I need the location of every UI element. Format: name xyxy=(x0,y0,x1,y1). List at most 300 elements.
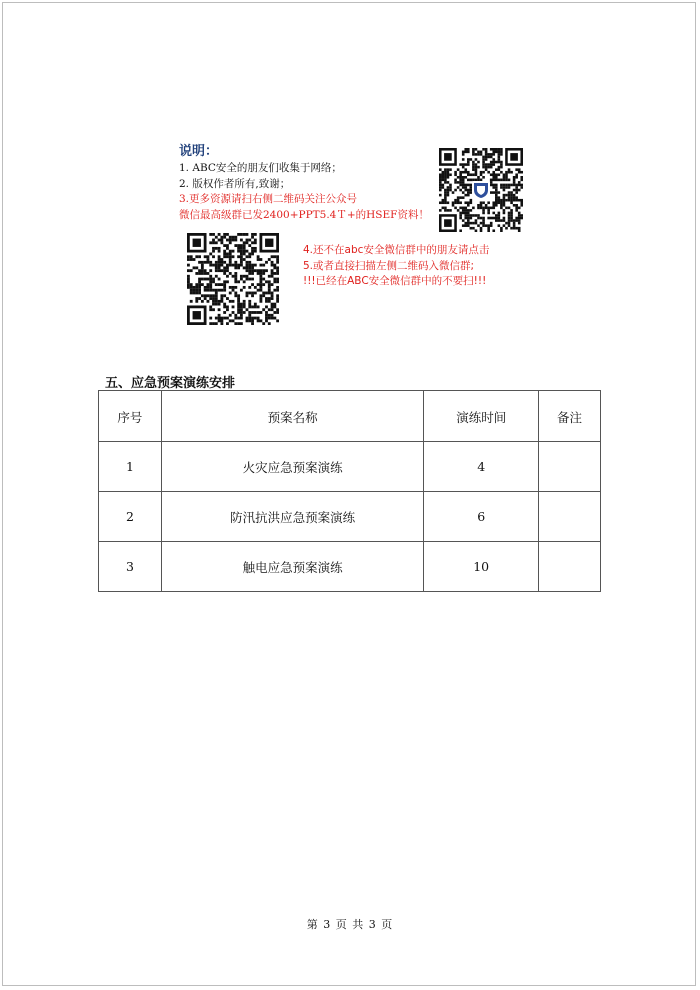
qr-module xyxy=(500,171,503,174)
qr-module xyxy=(518,168,521,171)
qr-module xyxy=(215,322,218,325)
qr-module xyxy=(472,161,475,164)
qr-module xyxy=(485,163,488,166)
qr-module xyxy=(218,308,221,311)
qr-module xyxy=(487,153,490,156)
qr-module xyxy=(234,286,237,289)
qr-module xyxy=(513,199,516,202)
cell-plan-name: 防汛抗洪应急预案演练 xyxy=(161,492,423,542)
qr-module xyxy=(259,286,262,289)
qr-module xyxy=(220,236,223,239)
qr-module xyxy=(271,314,274,317)
qr-module xyxy=(218,314,221,317)
qr-module xyxy=(212,322,215,325)
qr-module xyxy=(259,280,262,283)
qr-module xyxy=(257,289,260,292)
qr-finder-center xyxy=(510,153,518,161)
qr-module xyxy=(248,278,251,281)
qr-module xyxy=(223,280,226,283)
qr-module xyxy=(240,261,243,264)
qr-module xyxy=(207,300,210,303)
qr-module xyxy=(500,219,503,222)
qr-module xyxy=(246,275,249,278)
qr-module xyxy=(470,191,473,194)
qr-module xyxy=(207,278,210,281)
qr-module xyxy=(237,297,240,300)
qr-module xyxy=(482,158,485,161)
qr-module xyxy=(212,294,215,297)
qr-module xyxy=(439,184,442,187)
qr-module xyxy=(271,292,274,295)
qr-module xyxy=(513,181,516,184)
qr-module xyxy=(503,199,506,202)
qr-module xyxy=(492,161,495,164)
qr-module xyxy=(498,168,501,171)
qr-module xyxy=(505,207,508,210)
qr-module xyxy=(467,219,470,222)
qr-module xyxy=(248,239,251,242)
qr-module xyxy=(257,269,260,272)
qr-module xyxy=(212,264,215,267)
qr-module xyxy=(462,186,465,189)
qr-module xyxy=(482,163,485,166)
qr-module xyxy=(485,204,488,207)
qr-module xyxy=(454,179,457,182)
qr-module xyxy=(444,196,447,199)
qr-module xyxy=(472,153,475,156)
qr-module xyxy=(223,244,226,247)
qr-module xyxy=(459,217,462,220)
qr-module xyxy=(475,179,478,182)
qr-module xyxy=(485,151,488,154)
qr-module xyxy=(240,311,243,314)
qr-module xyxy=(467,184,470,187)
qr-module xyxy=(190,255,193,258)
qr-module xyxy=(240,278,243,281)
qr-module xyxy=(452,204,455,207)
qr-module xyxy=(251,236,254,239)
table-row xyxy=(99,542,601,592)
qr-module xyxy=(229,236,232,239)
qr-module xyxy=(515,186,518,189)
qr-module xyxy=(490,184,493,187)
qr-module xyxy=(480,153,483,156)
qr-module xyxy=(442,176,445,179)
qr-module xyxy=(201,300,204,303)
wechat-group-qr[interactable] xyxy=(187,233,279,325)
qr-module xyxy=(223,305,226,308)
qr-module xyxy=(462,163,465,166)
qr-module xyxy=(226,244,229,247)
qr-module xyxy=(207,286,210,289)
qr-module xyxy=(273,266,276,269)
qr-module xyxy=(248,319,251,322)
qr-module xyxy=(218,255,221,258)
qr-module xyxy=(232,311,235,314)
qr-module xyxy=(439,189,442,192)
qr-module xyxy=(454,199,457,202)
qr-module xyxy=(492,229,495,232)
qr-module xyxy=(226,253,229,256)
qr-module xyxy=(276,294,279,297)
qr-module xyxy=(232,305,235,308)
qr-module xyxy=(508,168,511,171)
qr-module xyxy=(505,199,508,202)
qr-module xyxy=(508,186,511,189)
qr-module xyxy=(444,191,447,194)
qr-module xyxy=(226,280,229,283)
qr-module xyxy=(500,201,503,204)
header-index: 序号 xyxy=(99,391,162,442)
qr-module xyxy=(207,289,210,292)
qr-module xyxy=(248,269,251,272)
qr-module xyxy=(223,303,226,306)
qr-module xyxy=(223,236,226,239)
qr-module xyxy=(472,148,475,151)
qr-module xyxy=(209,261,212,264)
qr-module xyxy=(462,184,465,187)
qr-module xyxy=(498,199,501,202)
qr-module xyxy=(209,289,212,292)
qr-module xyxy=(518,212,521,215)
qr-module xyxy=(495,168,498,171)
qr-module xyxy=(218,239,221,242)
qr-module xyxy=(505,179,508,182)
qr-module xyxy=(226,275,229,278)
qr-module xyxy=(459,201,462,204)
qr-module xyxy=(246,255,249,258)
qr-module xyxy=(503,219,506,222)
qr-module xyxy=(268,322,271,325)
qr-module xyxy=(187,258,190,261)
qr-module xyxy=(237,317,240,320)
qr-module xyxy=(492,184,495,187)
qr-module xyxy=(276,311,279,314)
qr-module xyxy=(480,179,483,182)
qr-finder-center xyxy=(193,311,201,319)
qr-module xyxy=(257,283,260,286)
qr-module xyxy=(195,272,198,275)
qr-module xyxy=(520,201,523,204)
qr-module xyxy=(240,317,243,320)
qr-module xyxy=(498,196,501,199)
qr-module xyxy=(518,214,521,217)
qr-module xyxy=(470,186,473,189)
qr-module xyxy=(470,184,473,187)
qr-module xyxy=(201,264,204,267)
qr-module xyxy=(193,292,196,295)
qr-module xyxy=(234,239,237,242)
qr-module xyxy=(520,171,523,174)
qr-module xyxy=(503,217,506,220)
qr-module xyxy=(464,189,467,192)
qr-module xyxy=(246,266,249,269)
qr-module xyxy=(510,217,513,220)
qr-module xyxy=(492,191,495,194)
qr-module xyxy=(510,196,513,199)
qr-module xyxy=(218,264,221,267)
qr-module xyxy=(265,314,268,317)
qr-module xyxy=(492,179,495,182)
table-header-row xyxy=(99,391,601,442)
qr-module xyxy=(229,264,232,267)
qr-module xyxy=(480,151,483,154)
qr-module xyxy=(273,255,276,258)
qr-module xyxy=(442,201,445,204)
qr-module xyxy=(243,250,246,253)
qr-module xyxy=(223,250,226,253)
qr-module xyxy=(462,207,465,210)
qr-module xyxy=(232,286,235,289)
qr-module xyxy=(439,168,442,171)
qr-module xyxy=(495,179,498,182)
qr-module xyxy=(193,266,196,269)
table-row xyxy=(99,492,601,542)
qr-module xyxy=(503,224,506,227)
qr-module xyxy=(212,303,215,306)
qr-module xyxy=(480,229,483,232)
qr-module xyxy=(495,219,498,222)
qr-module xyxy=(209,283,212,286)
qr-module xyxy=(492,163,495,166)
qr-module xyxy=(444,173,447,176)
qr-module xyxy=(505,227,508,230)
drill-schedule-table xyxy=(98,390,601,592)
qr-module xyxy=(447,181,450,184)
qr-module xyxy=(498,217,501,220)
qr-module xyxy=(475,153,478,156)
qr-module xyxy=(246,269,249,272)
qr-module xyxy=(209,286,212,289)
qr-module xyxy=(229,239,232,242)
cell-plan-name: 触电应急预案演练 xyxy=(161,542,423,592)
cell-index: 2 xyxy=(99,492,162,542)
qr-module xyxy=(520,176,523,179)
qr-module xyxy=(513,194,516,197)
qr-module xyxy=(480,171,483,174)
qr-module xyxy=(508,196,511,199)
qr-module xyxy=(212,250,215,253)
qr-module xyxy=(251,319,254,322)
qr-module xyxy=(459,176,462,179)
qr-module xyxy=(492,207,495,210)
qr-module xyxy=(220,297,223,300)
qr-module xyxy=(223,253,226,256)
qr-module xyxy=(207,261,210,264)
qr-module xyxy=(503,209,506,212)
qr-module xyxy=(226,317,229,320)
qr-module xyxy=(459,181,462,184)
qr-module xyxy=(515,227,518,230)
notes-right-block xyxy=(303,243,563,290)
qr-module xyxy=(273,317,276,320)
qr-module xyxy=(209,264,212,267)
qr-module xyxy=(223,317,226,320)
qr-module xyxy=(240,239,243,242)
qr-module xyxy=(475,219,478,222)
qr-module xyxy=(276,269,279,272)
qr-module xyxy=(215,266,218,269)
qr-module xyxy=(513,176,516,179)
qr-module xyxy=(508,191,511,194)
qr-module xyxy=(262,322,265,325)
qr-module xyxy=(472,168,475,171)
qr-module xyxy=(459,207,462,210)
cell-remarks xyxy=(539,492,601,542)
qr-module xyxy=(257,258,260,261)
qr-module xyxy=(459,179,462,182)
qr-module xyxy=(259,297,262,300)
qr-module xyxy=(243,303,246,306)
qr-module xyxy=(444,168,447,171)
official-account-qr[interactable] xyxy=(439,148,523,232)
qr-module xyxy=(218,289,221,292)
section-title: 五、应急预案演练安排 xyxy=(105,376,236,391)
qr-module xyxy=(492,217,495,220)
qr-module xyxy=(492,151,495,154)
qr-module xyxy=(201,266,204,269)
qr-module xyxy=(220,317,223,320)
qr-module xyxy=(482,219,485,222)
qr-module xyxy=(472,179,475,182)
qr-module xyxy=(212,233,215,236)
qr-module xyxy=(498,158,501,161)
qr-module xyxy=(232,255,235,258)
qr-module xyxy=(257,317,260,320)
qr-module xyxy=(273,280,276,283)
qr-module xyxy=(467,201,470,204)
qr-module xyxy=(467,224,470,227)
qr-module xyxy=(470,222,473,225)
qr-module xyxy=(439,173,442,176)
qr-module xyxy=(510,219,513,222)
qr-module xyxy=(475,158,478,161)
qr-module xyxy=(487,207,490,210)
qr-module xyxy=(462,166,465,169)
qr-module xyxy=(215,283,218,286)
qr-module xyxy=(503,212,506,215)
qr-module xyxy=(243,280,246,283)
qr-module xyxy=(482,148,485,151)
qr-module xyxy=(237,244,240,247)
qr-module xyxy=(212,241,215,244)
qr-module xyxy=(265,269,268,272)
qr-module xyxy=(495,194,498,197)
qr-module xyxy=(464,217,467,220)
qr-module xyxy=(444,194,447,197)
qr-module xyxy=(515,176,518,179)
qr-module xyxy=(271,275,274,278)
qr-module xyxy=(232,239,235,242)
qr-module xyxy=(467,214,470,217)
qr-module xyxy=(190,300,193,303)
qr-module xyxy=(220,294,223,297)
qr-module xyxy=(470,214,473,217)
qr-module xyxy=(237,264,240,267)
note-line-2: 2. 版权作者所有,致谢； xyxy=(179,177,291,190)
qr-module xyxy=(271,317,274,320)
qr-module xyxy=(265,317,268,320)
qr-module xyxy=(487,224,490,227)
qr-module xyxy=(234,272,237,275)
qr-module xyxy=(204,261,207,264)
qr-module xyxy=(251,294,254,297)
qr-module xyxy=(218,247,221,250)
qr-module xyxy=(467,189,470,192)
qr-module xyxy=(240,253,243,256)
qr-module xyxy=(508,184,511,187)
qr-module xyxy=(482,201,485,204)
qr-module xyxy=(234,244,237,247)
qr-module xyxy=(477,161,480,164)
qr-module xyxy=(498,224,501,227)
qr-module xyxy=(209,297,212,300)
qr-module xyxy=(271,294,274,297)
qr-module xyxy=(220,241,223,244)
qr-module xyxy=(276,258,279,261)
qr-module xyxy=(439,176,442,179)
qr-module xyxy=(251,305,254,308)
qr-module xyxy=(518,222,521,225)
qr-module xyxy=(485,166,488,169)
qr-module xyxy=(490,207,493,210)
qr-module xyxy=(515,207,518,210)
qr-module xyxy=(212,255,215,258)
qr-module xyxy=(457,196,460,199)
qr-module xyxy=(447,186,450,189)
qr-module xyxy=(271,272,274,275)
qr-module xyxy=(495,176,498,179)
qr-module xyxy=(246,278,249,281)
qr-module xyxy=(232,236,235,239)
qr-module xyxy=(246,264,249,267)
qr-module xyxy=(198,289,201,292)
qr-module xyxy=(212,280,215,283)
qr-module xyxy=(223,289,226,292)
qr-module xyxy=(505,173,508,176)
qr-module xyxy=(259,278,262,281)
qr-module xyxy=(492,201,495,204)
qr-module xyxy=(240,308,243,311)
qr-module xyxy=(195,286,198,289)
qr-finder-center xyxy=(193,239,201,247)
qr-module xyxy=(259,319,262,322)
qr-module xyxy=(475,171,478,174)
qr-module xyxy=(220,261,223,264)
qr-module xyxy=(237,233,240,236)
qr-module xyxy=(513,189,516,192)
qr-module xyxy=(237,305,240,308)
qr-module xyxy=(271,305,274,308)
qr-module xyxy=(232,300,235,303)
cell-drill-time: 10 xyxy=(424,542,539,592)
qr-module xyxy=(212,278,215,281)
qr-module xyxy=(462,219,465,222)
qr-module xyxy=(226,322,229,325)
qr-module xyxy=(487,201,490,204)
qr-module xyxy=(490,173,493,176)
qr-module xyxy=(439,181,442,184)
qr-module xyxy=(503,189,506,192)
qr-module xyxy=(447,168,450,171)
qr-module xyxy=(500,204,503,207)
qr-module xyxy=(248,255,251,258)
qr-module xyxy=(462,212,465,215)
qr-module xyxy=(209,280,212,283)
cell-index: 1 xyxy=(99,442,162,492)
qr-module xyxy=(259,289,262,292)
qr-module xyxy=(520,179,523,182)
